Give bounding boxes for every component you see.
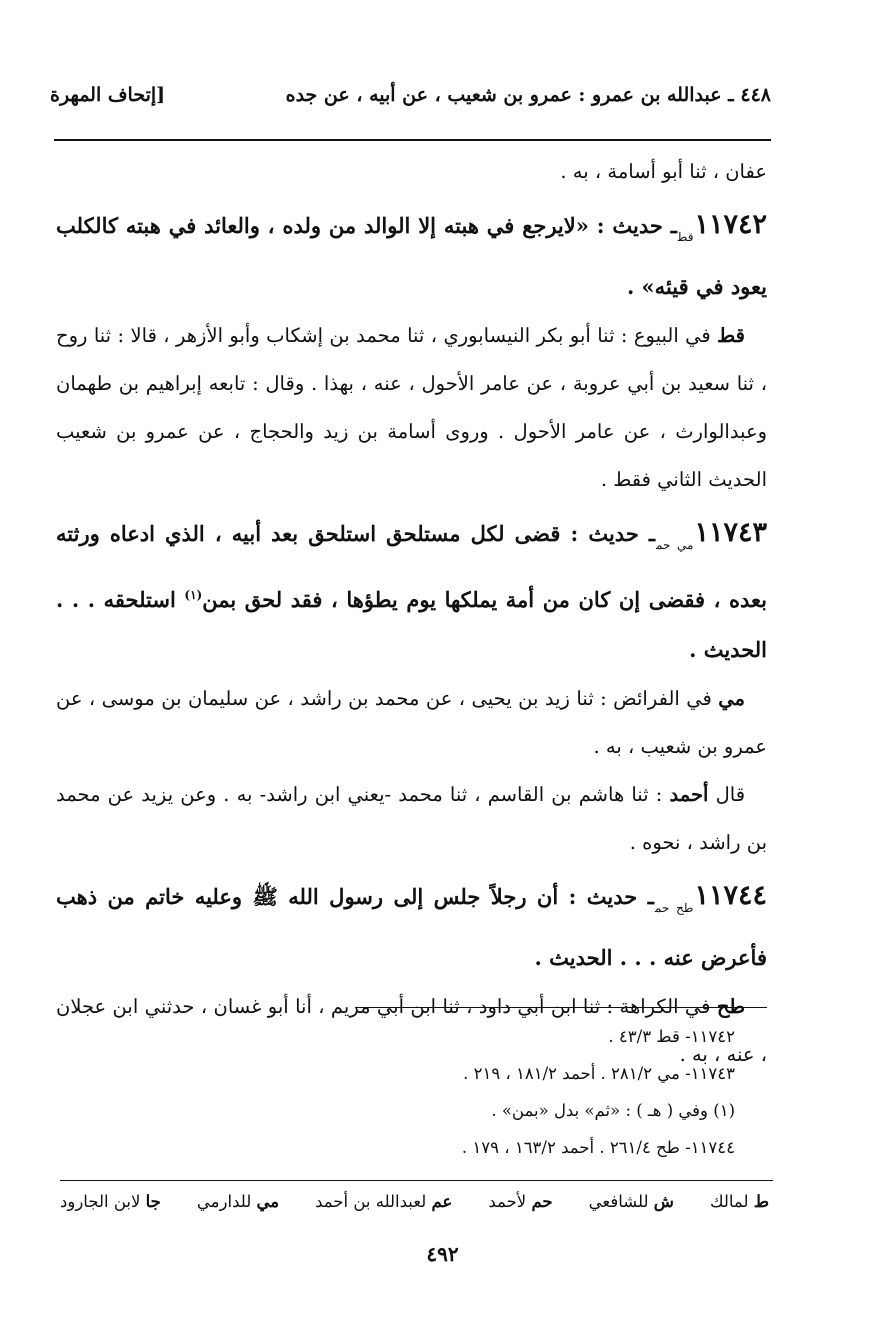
abbrev-item: مي للدارمي — [196, 1192, 280, 1211]
footnote-line: ١١٧٤٣- مي ٢٨١/٢ . أحمد ١٨١/٢ ، ٢١٩ . — [463, 1064, 735, 1083]
continuation-line: عفان ، ثنا أبو أسامة ، به . — [560, 160, 767, 183]
isnad-text: في البيوع : ثنا أبو بكر النيسابوري ، ثنا محمد بن إشكاب وأبو الأزهر ، قالا : ثنا روح ، ثنا سعيد بن أبي عروبة ، عن عامر الأحول ، عنه ، بهذا . وقال : تابعه إبراهيم بن طهمان وعبدالوارث ، عن عامر الأحول . وروى أسامة بن زيد والحجاج ، عن عمرو بن شعيب الحديث الثاني فقط . — [56, 324, 767, 491]
source-abbrev: طح — [716, 995, 746, 1018]
isnad-paragraph — [56, 312, 767, 504]
source-symbol: قط — [677, 230, 694, 244]
source-abbrev: أحمد — [669, 783, 709, 806]
hadith-11742 — [56, 200, 767, 312]
isnad-paragraph — [56, 771, 767, 867]
isnad-paragraph — [56, 675, 767, 771]
isnad-text: في الفرائض : ثنا زيد بن يحيى ، عن محمد بن راشد ، عن سليمان بن موسى ، عن عمرو بن شعيب ، به . — [56, 687, 767, 758]
footnote-line: (١) وفي ( هـ ) : «ثم» بدل «بمن» . — [491, 1101, 735, 1120]
source-abbrev: قط — [717, 324, 745, 347]
source-abbrev: مي — [718, 687, 745, 710]
hadith-number: ١١٧٤٤ — [694, 880, 767, 911]
book-title: [إتحاف المهرة — [50, 84, 166, 106]
source-symbol: مي حم — [656, 538, 694, 552]
footnote-divider — [355, 1007, 767, 1008]
isnad-prefix: قال — [715, 783, 746, 806]
abbrev-item: حم لأحمد — [488, 1192, 553, 1211]
hadith-number: ١١٧٤٣ — [694, 517, 767, 548]
abbreviations-key — [60, 1192, 769, 1211]
footnote-line: ١١٧٤٤- طح ٢٦١/٤ . أحمد ١٦٣/٢ ، ١٧٩ . — [461, 1138, 735, 1157]
hadith-11744 — [56, 871, 767, 983]
abbreviations-divider — [60, 1180, 773, 1181]
hadith-text: ـ حديث : «لايرجع في هبته إلا الوالد من ولده ، والعائد في هبته كالكلب يعود في قيئه» . — [56, 213, 767, 299]
abbrev-item: جا لابن الجارود — [60, 1192, 161, 1211]
isnad-text: في الكراهة : ثنا ابن أبي داود ، ثنا ابن أبي مريم ، أنا أبو غسان ، حدثني ابن عجلان ، عنه ، به . — [56, 995, 767, 1066]
header-divider — [54, 139, 771, 141]
abbrev-item: عم لعبدالله بن أحمد — [315, 1192, 453, 1211]
hadith-number: ١١٧٤٢ — [694, 209, 767, 240]
main-text — [56, 148, 767, 1079]
hadith-text-end: استلحقه . . . الحديث . — [56, 587, 767, 662]
chapter-title: ٤٤٨ ـ عبدالله بن عمرو : عمرو بن شعيب ، عن أبيه ، عن جده — [285, 84, 771, 106]
footnotes — [315, 1018, 735, 1166]
footnote-ref: (١) — [184, 588, 203, 602]
hadith-text: ـ حديث : أن رجلاً جلس إلى رسول الله ﷺ وعليه خاتم من ذهب فأعرض عنه . . . الحديث . — [56, 884, 767, 970]
isnad-text: : ثنا هاشم بن القاسم ، ثنا محمد -يعني ابن راشد- به . وعن يزيد عن محمد بن راشد ، نحوه . — [56, 783, 767, 854]
hadith-text: ـ حديث : قضى لكل مستلحق استلحق بعد أبيه ، الذي ادعاه ورثته بعده ، فقضى إن كان من أمة يملكها يوم يطؤها ، فقد لحق بمن — [56, 521, 767, 612]
page-number: ٤٩٢ — [426, 1242, 459, 1266]
abbrev-item: ش للشافعي — [588, 1192, 674, 1211]
abbrev-item: ط لمالك — [709, 1192, 769, 1211]
footnote-line: ١١٧٤٢- قط ٤٣/٣ . — [608, 1027, 735, 1046]
running-header — [50, 84, 771, 106]
hadith-11743 — [56, 508, 767, 675]
source-symbol: طح حم — [654, 901, 694, 915]
